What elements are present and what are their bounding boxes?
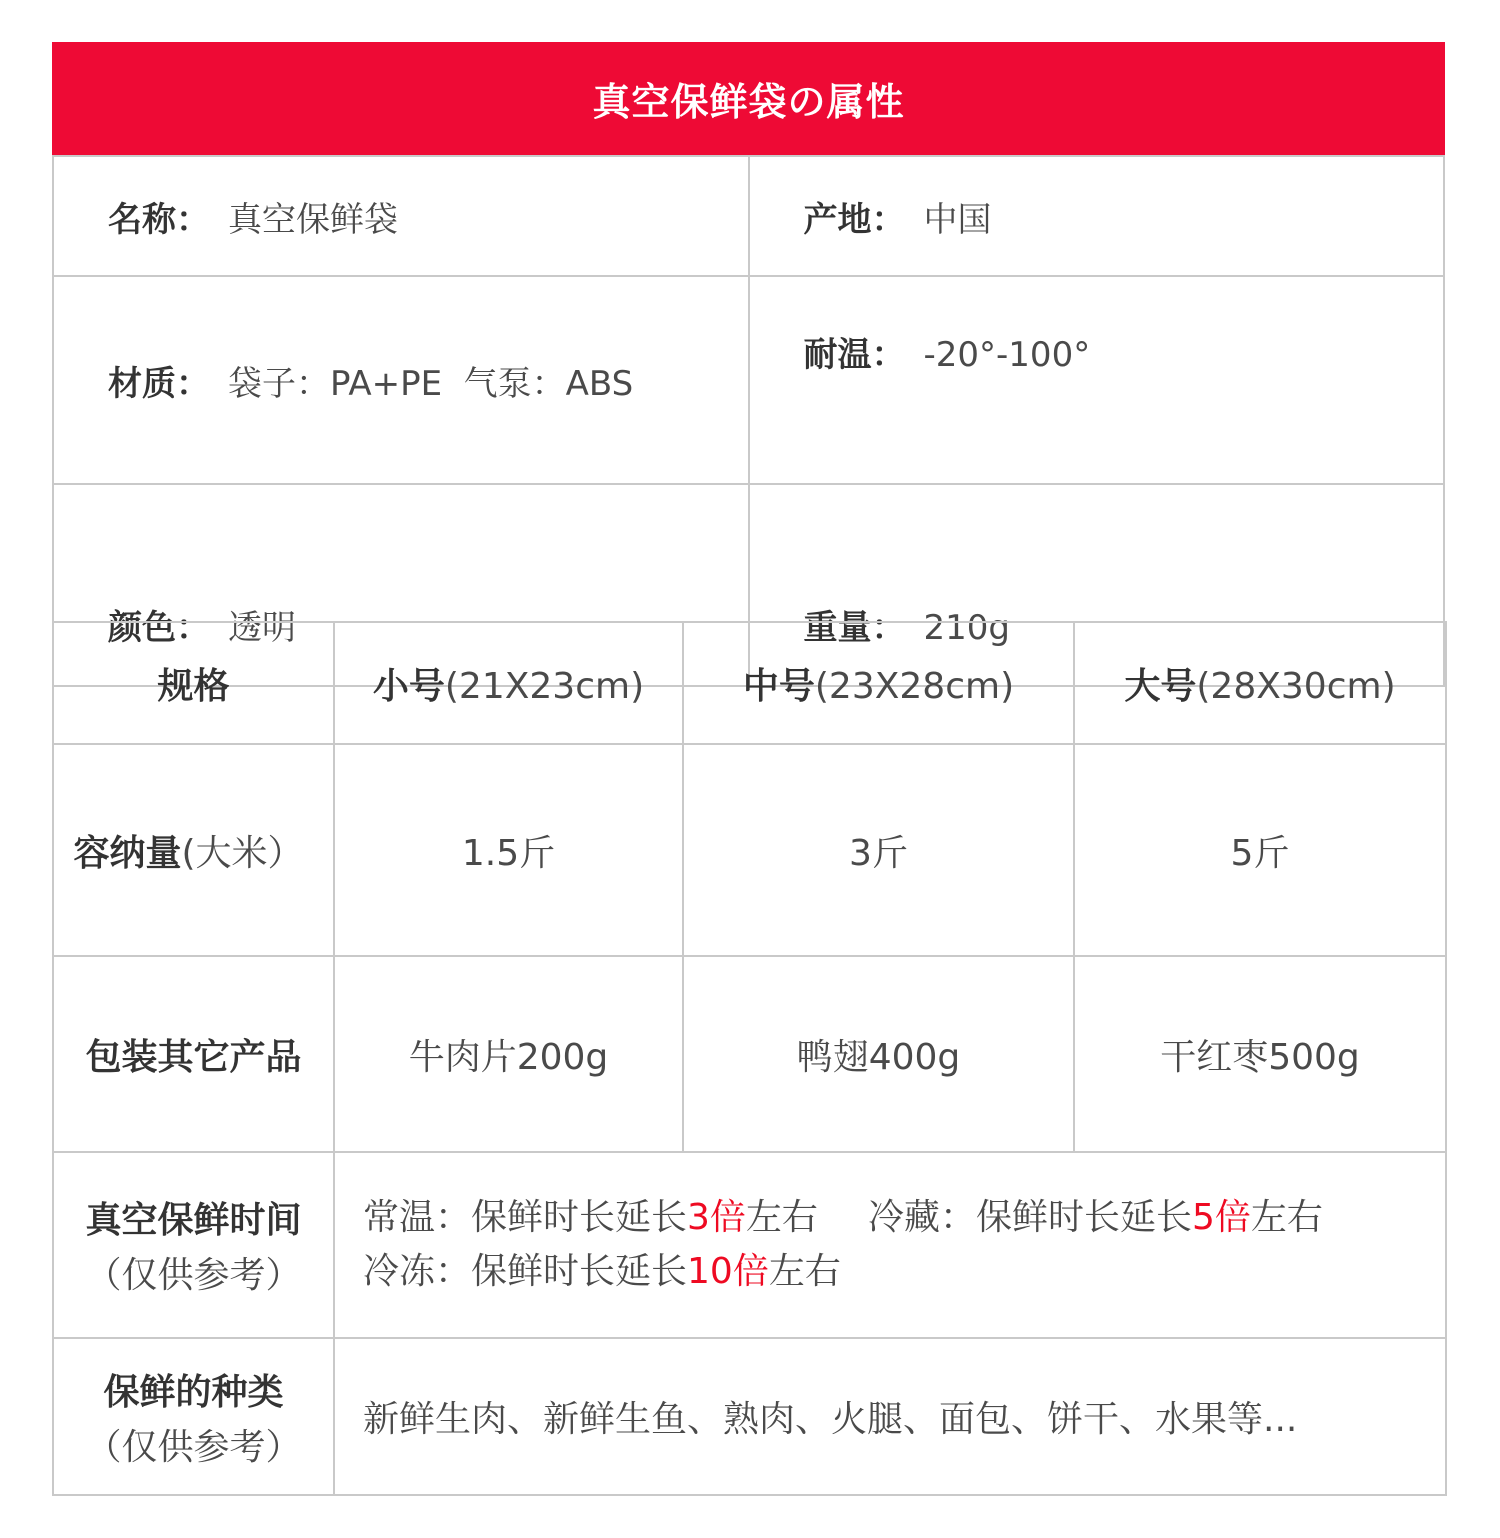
fridge-multiplier: 5倍 xyxy=(1191,1197,1251,1238)
attr-material xyxy=(53,276,749,484)
fridge-suffix: 左右 xyxy=(1250,1197,1323,1238)
capacity-label-main: 容纳量 xyxy=(73,832,182,874)
attr-label: 名称： xyxy=(108,199,210,240)
package-row xyxy=(53,956,1446,1152)
attr-label: 重量： xyxy=(803,608,906,648)
kinds-row xyxy=(53,1338,1446,1495)
size-name: 中号 xyxy=(742,665,815,707)
kinds-value: 新鲜生肉、新鲜生鱼、熟肉、火腿、面包、饼干、水果等... xyxy=(334,1338,1446,1495)
capacity-row xyxy=(53,744,1446,956)
room-temp-suffix: 左右 xyxy=(745,1197,818,1238)
attr-value: 210g xyxy=(923,608,1010,648)
size-dimensions: (21X23cm) xyxy=(444,665,645,707)
capacity-label xyxy=(53,744,334,956)
size-dimensions: (23X28cm) xyxy=(814,665,1015,707)
package-small: 牛肉片200g xyxy=(334,956,683,1152)
attr-label: 耐温： xyxy=(803,335,906,375)
attr-value: -20°-100° xyxy=(923,335,1091,375)
time-values xyxy=(334,1152,1446,1338)
capacity-large: 5斤 xyxy=(1074,744,1446,956)
attr-temperature xyxy=(749,276,1445,484)
size-medium xyxy=(683,622,1074,744)
attr-name xyxy=(53,156,749,276)
package-medium: 鸭翅400g xyxy=(683,956,1074,1152)
attr-origin xyxy=(749,156,1445,276)
spec-header-row xyxy=(53,622,1446,744)
time-line-1 xyxy=(363,1191,1445,1245)
package-label: 包装其它产品 xyxy=(53,956,334,1152)
attr-label: 颜色： xyxy=(108,608,210,648)
capacity-small: 1.5斤 xyxy=(334,744,683,956)
attributes-table xyxy=(52,155,1445,687)
capacity-medium: 3斤 xyxy=(683,744,1074,956)
attr-value: 真空保鲜袋 xyxy=(228,199,398,240)
kinds-label xyxy=(53,1338,334,1495)
page-title: 真空保鲜袋の属性 xyxy=(52,42,1445,155)
room-temp-multiplier: 3倍 xyxy=(687,1197,746,1238)
fridge-text: 冷藏：保鲜时长延长 xyxy=(867,1197,1192,1238)
spec-label: 规格 xyxy=(53,622,334,744)
attr-value: 袋子：PA+PE 气泵：ABS xyxy=(228,363,634,404)
kinds-label-note: （仅供参考） xyxy=(85,1426,302,1468)
time-label xyxy=(53,1152,334,1338)
freeze-multiplier: 10倍 xyxy=(687,1251,769,1292)
size-dimensions: (28X30cm) xyxy=(1196,665,1396,707)
size-small xyxy=(334,622,683,744)
kinds-label-main: 保鲜的种类 xyxy=(103,1371,284,1413)
time-row xyxy=(53,1152,1446,1338)
time-label-note: （仅供参考） xyxy=(85,1255,302,1296)
size-large xyxy=(1074,622,1446,744)
attr-label: 材质： xyxy=(108,363,210,404)
attr-value: 中国 xyxy=(923,199,992,240)
freeze-text: 冷冻：保鲜时长延长 xyxy=(363,1251,688,1292)
room-temp-text: 常温：保鲜时长延长 xyxy=(363,1197,688,1238)
attr-label: 产地： xyxy=(803,199,906,240)
size-name: 大号 xyxy=(1124,665,1197,707)
time-label-main: 真空保鲜时间 xyxy=(85,1200,302,1241)
spec-table xyxy=(52,621,1447,1496)
size-name: 小号 xyxy=(372,665,445,707)
time-line-2 xyxy=(363,1245,1445,1299)
package-large: 干红枣500g xyxy=(1074,956,1446,1152)
freeze-suffix: 左右 xyxy=(768,1251,841,1292)
attr-value: 透明 xyxy=(228,608,296,648)
capacity-label-unit: (大米） xyxy=(181,832,304,874)
